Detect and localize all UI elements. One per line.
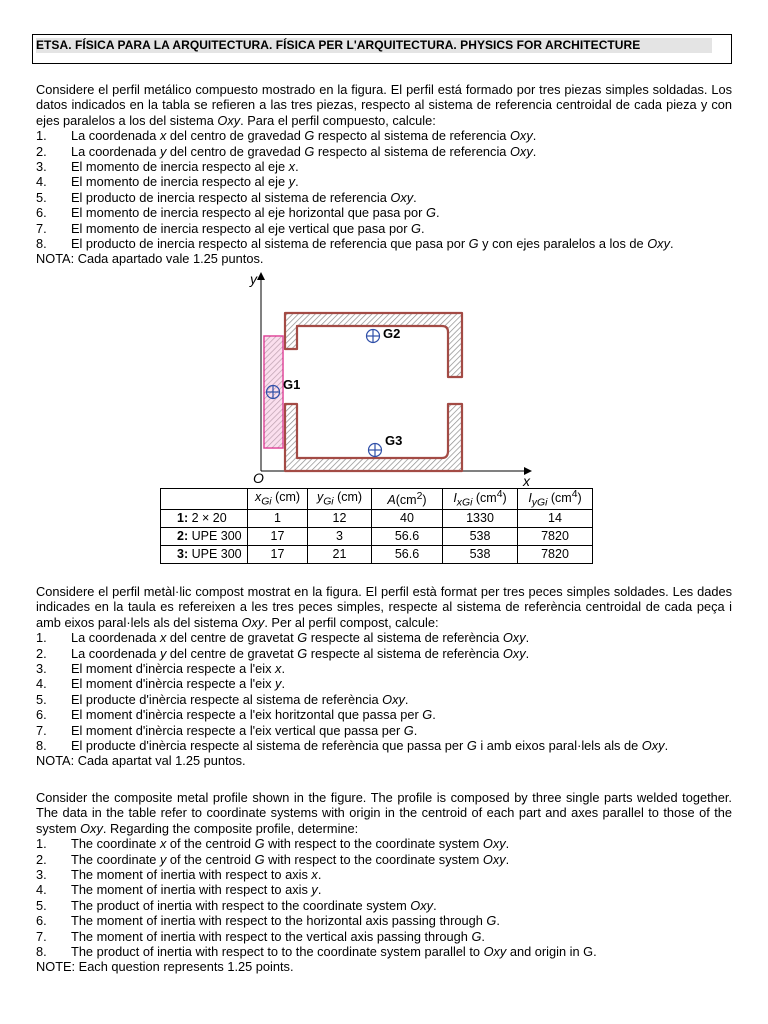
table-cell: 21 bbox=[308, 545, 372, 563]
question-item: 3. El moment d'inèrcia respecte a l'eix x. bbox=[36, 661, 286, 677]
intro-ca: Considere el perfil metàl·lic compost mostrat en la figura. El perfil està format per tres peces simples soldades. Les dades indicades en la taula es refereixen a les tres peces simples, respecte al sistema de referència centroidal de cada peça i amb eixos paral·lels als del sistema Oxy. Per al perfil compost, calcule: bbox=[36, 584, 732, 630]
question-number: 3. bbox=[36, 159, 47, 175]
question-item: 7. The moment of inertia with respect to the vertical axis passing through G. bbox=[36, 928, 485, 944]
intro-en: Consider the composite metal profile shown in the figure. The profile is composed by three single parts welded together. The data in the table refer to coordinate systems with origin in the centroid of each part and axes parallel to those of the system Oxy. Regarding the composite profile, determine: bbox=[36, 790, 732, 836]
label-g1: G1 bbox=[283, 377, 301, 392]
question-item: 8. The product of inertia with respect to to the coordinate system parallel to Oxy and origin in G. bbox=[36, 944, 597, 960]
question-number: 6. bbox=[36, 707, 47, 723]
question-item: 1. The coordinate x of the centroid G with respect to the coordinate system Oxy. bbox=[36, 836, 510, 852]
question-item: 3. The moment of inertia with respect to axis x. bbox=[36, 867, 322, 883]
question-item: 4. El moment d'inèrcia respecte a l'eix y. bbox=[36, 676, 286, 692]
note-es: NOTA: Cada apartado vale 1.25 puntos. bbox=[36, 251, 264, 267]
question-number: 7. bbox=[36, 928, 47, 944]
question-number: 6. bbox=[36, 913, 47, 929]
question-number: 3. bbox=[36, 661, 47, 677]
section-properties-table bbox=[160, 488, 593, 564]
row-label: 2: UPE 300 bbox=[161, 527, 248, 545]
centroid-g3 bbox=[369, 444, 382, 457]
question-number: 5. bbox=[36, 897, 47, 913]
table-row bbox=[161, 509, 593, 527]
col-header-ixgi: $I_{xGi}$ $(cm^4)$ bbox=[443, 489, 518, 510]
question-number: 7. bbox=[36, 220, 47, 236]
upe-bottom bbox=[285, 404, 462, 471]
question-item: 4. The moment of inertia with respect to axis y. bbox=[36, 882, 322, 898]
question-item: 3. El momento de inercia respecto al eje x. bbox=[36, 159, 299, 175]
header-box bbox=[32, 34, 732, 64]
question-number: 8. bbox=[36, 944, 47, 960]
question-item: 8. El producte d'inèrcia respecte al sistema de referència que passa per G i amb eixos paral·lels als de Oxy. bbox=[36, 738, 669, 754]
table-cell: 17 bbox=[248, 527, 308, 545]
table-cell: 538 bbox=[443, 545, 518, 563]
table-cell: 1 bbox=[248, 509, 308, 527]
question-item: 4. El momento de inercia respecto al eje y. bbox=[36, 174, 299, 190]
question-item: 2. La coordenada y del centro de gravedad G respecto al sistema de referencia Oxy. bbox=[36, 143, 537, 159]
question-number: 4. bbox=[36, 882, 47, 898]
centroid-g2 bbox=[367, 330, 380, 343]
question-number: 7. bbox=[36, 722, 47, 738]
question-item: 5. The product of inertia with respect to the coordinate system Oxy. bbox=[36, 897, 437, 913]
origin-label: O bbox=[253, 470, 264, 486]
question-list-en bbox=[36, 836, 732, 959]
table-cell: 56.6 bbox=[372, 545, 443, 563]
problem-ca bbox=[36, 584, 732, 769]
question-item: 5. El producte d'inèrcia respecte al sistema de referència Oxy. bbox=[36, 691, 409, 707]
table-cell: 3 bbox=[308, 527, 372, 545]
col-header-area: $A(cm^2)$ bbox=[372, 489, 443, 510]
row-label: 1: 2 × 20 bbox=[161, 509, 248, 527]
question-number: 1. bbox=[36, 128, 47, 144]
question-number: 4. bbox=[36, 676, 47, 692]
problem-es bbox=[36, 82, 732, 267]
question-number: 1. bbox=[36, 630, 47, 646]
table-cell: 17 bbox=[248, 545, 308, 563]
table-row bbox=[161, 545, 593, 563]
col-header-iygi: $I_{yGi}$ $(cm^4)$ bbox=[518, 489, 593, 510]
question-number: 8. bbox=[36, 738, 47, 754]
question-item: 2. The coordinate y of the centroid G with respect to the coordinate system Oxy. bbox=[36, 851, 510, 867]
question-number: 6. bbox=[36, 205, 47, 221]
note-en: NOTE: Each question represents 1.25 points. bbox=[36, 959, 294, 975]
table-corner bbox=[161, 489, 248, 510]
question-number: 4. bbox=[36, 174, 47, 190]
centroid-g1 bbox=[267, 386, 280, 399]
table-cell: 12 bbox=[308, 509, 372, 527]
table-cell: 7820 bbox=[518, 527, 593, 545]
table-cell: 538 bbox=[443, 527, 518, 545]
question-item: 5. El producto de inercia respecto al sistema de referencia Oxy. bbox=[36, 189, 417, 205]
profile-figure bbox=[240, 270, 540, 488]
question-number: 1. bbox=[36, 836, 47, 852]
label-g2: G2 bbox=[383, 326, 401, 341]
question-item: 2. La coordenada y del centre de gravetat G respecte al sistema de referència Oxy. bbox=[36, 645, 530, 661]
question-number: 5. bbox=[36, 691, 47, 707]
note-ca: NOTA: Cada apartat val 1.25 puntos. bbox=[36, 753, 246, 769]
question-item: 6. El moment d'inèrcia respecte a l'eix horitzontal que passa per G. bbox=[36, 707, 436, 723]
y-axis-label: y bbox=[250, 271, 257, 287]
table-cell: 1330 bbox=[443, 509, 518, 527]
question-item: 7. El moment d'inèrcia respecte a l'eix vertical que passa per G. bbox=[36, 722, 418, 738]
x-axis-label: x bbox=[523, 473, 530, 488]
question-item: 6. El momento de inercia respecto al eje horizontal que pasa por G. bbox=[36, 205, 440, 221]
label-g3: G3 bbox=[385, 433, 403, 448]
table-row bbox=[161, 527, 593, 545]
question-number: 2. bbox=[36, 143, 47, 159]
header-title: ETSA. FÍSICA PARA LA ARQUITECTURA. FÍSICA PER L'ARQUITECTURA. PHYSICS FOR ARCHITECTURE bbox=[36, 38, 641, 52]
question-list-es bbox=[36, 128, 732, 251]
problem-en bbox=[36, 790, 732, 975]
table-cell: 14 bbox=[518, 509, 593, 527]
col-header-ygi: $y_{Gi}$ (cm) bbox=[308, 489, 372, 510]
question-number: 2. bbox=[36, 645, 47, 661]
question-item: 6. The moment of inertia with respect to the horizontal axis passing through G. bbox=[36, 913, 500, 929]
col-header-xgi: $x_{Gi}$ (cm) bbox=[248, 489, 308, 510]
table-cell: 7820 bbox=[518, 545, 593, 563]
question-item: 8. El producto de inercia respecto al sistema de referencia que pasa por G y con ejes paralelos a los de Oxy. bbox=[36, 236, 674, 252]
table-header-row bbox=[161, 489, 593, 510]
question-item: 1. La coordenada x del centro de gravedad G respecto al sistema de referencia Oxy. bbox=[36, 128, 537, 144]
question-item: 1. La coordenada x del centre de gravetat G respecte al sistema de referència Oxy. bbox=[36, 630, 530, 646]
question-item: 7. El momento de inercia respecto al eje vertical que pasa por G. bbox=[36, 220, 425, 236]
question-number: 5. bbox=[36, 189, 47, 205]
table-cell: 56.6 bbox=[372, 527, 443, 545]
question-number: 8. bbox=[36, 236, 47, 252]
row-label: 3: UPE 300 bbox=[161, 545, 248, 563]
question-number: 2. bbox=[36, 851, 47, 867]
question-number: 3. bbox=[36, 867, 47, 883]
table-cell: 40 bbox=[372, 509, 443, 527]
upe-top bbox=[285, 313, 462, 377]
question-list-ca bbox=[36, 630, 732, 753]
intro-es: Considere el perfil metálico compuesto mostrado en la figura. El perfil está formado por tres piezas simples soldadas. Los datos indicados en la tabla se refieren a las tres piezas, respecto al sistema de referencia centroidal de cada pieza y con ejes paralelos a los del sistema Oxy. Para el perfil compuesto, calcule: bbox=[36, 82, 732, 128]
